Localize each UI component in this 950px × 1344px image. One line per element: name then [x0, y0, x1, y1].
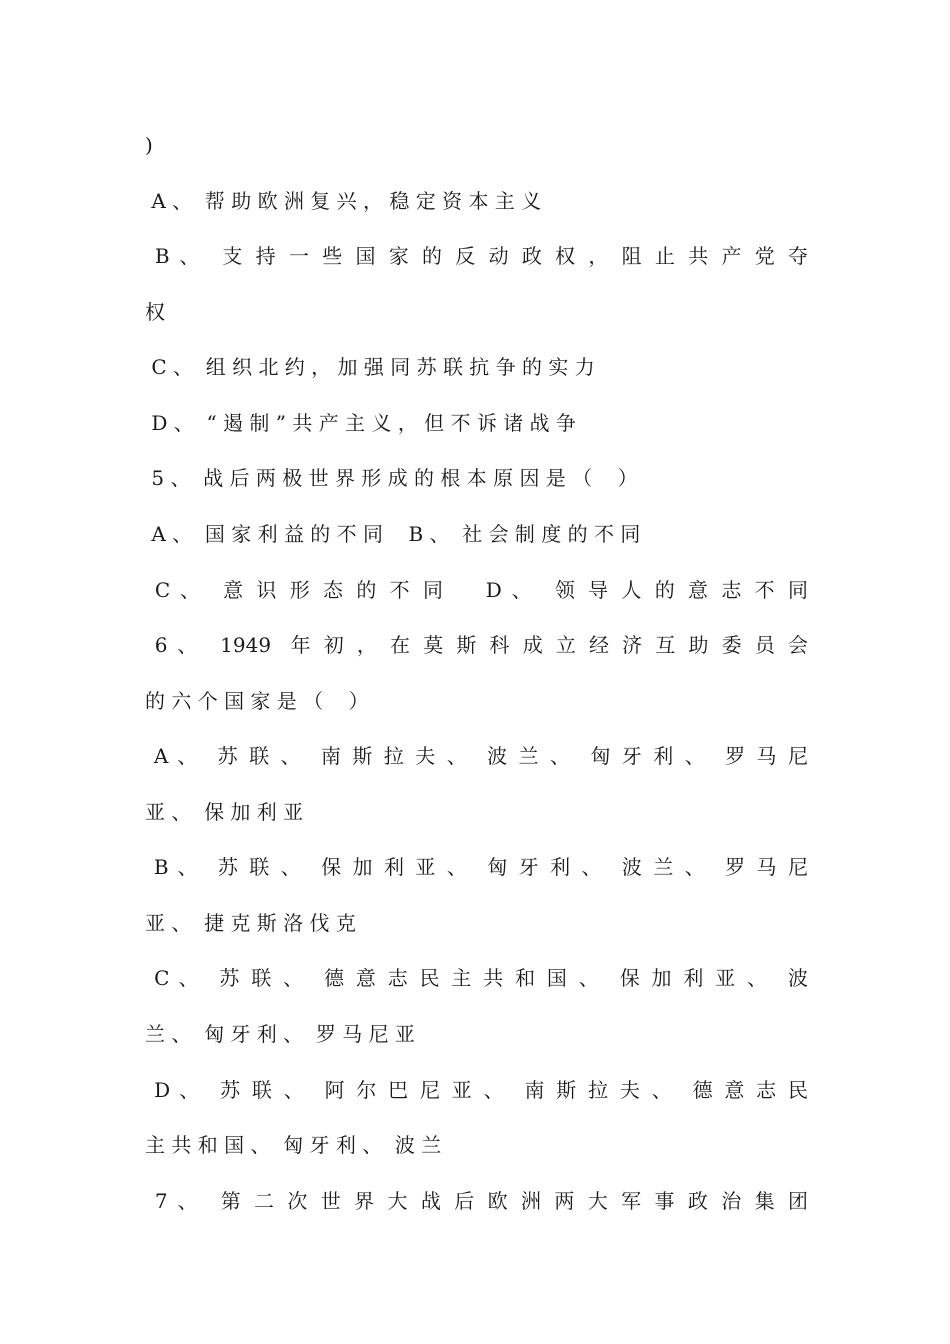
text-line-9: C 、 意 识 形 态 的 不 同 D 、 领 导 人 的 意 志 不 同 — [145, 578, 808, 602]
text-line-15: 亚 、 捷 克 斯 洛 伐 克 — [145, 911, 356, 935]
text-line-18: D 、 苏 联 、 阿 尔 巴 尼 亚 、 南 斯 拉 夫 、 德 意 志 民 — [145, 1078, 808, 1102]
text-line-3: B 、 支 持 一 些 国 家 的 反 动 政 权 ， 阻 止 共 产 党 夺 — [145, 244, 808, 268]
text-line-5: C 、 组 织 北 约 ， 加 强 同 苏 联 抗 争 的 实 力 — [145, 355, 595, 379]
text-line-13: 亚 、 保 加 利 亚 — [145, 800, 304, 824]
text-line-20: 7 、 第 二 次 世 界 大 战 后 欧 洲 两 大 军 事 政 治 集 团 — [145, 1189, 808, 1213]
text-line-12: A 、 苏 联 、 南 斯 拉 夫 、 波 兰 、 匈 牙 利 、 罗 马 尼 — [145, 744, 808, 768]
text-line-1: ) — [145, 133, 153, 157]
text-line-4: 权 — [145, 300, 165, 324]
text-line-16: C 、 苏 联 、 德 意 志 民 主 共 和 国 、 保 加 利 亚 、 波 — [145, 966, 808, 990]
text-line-2: A 、 帮 助 欧 洲 复 兴 ， 稳 定 资 本 主 义 — [145, 189, 542, 213]
text-line-17: 兰 、 匈 牙 利 、 罗 马 尼 亚 — [145, 1022, 415, 1046]
text-line-8: A 、 国 家 利 益 的 不 同 B 、 社 会 制 度 的 不 同 — [145, 522, 641, 546]
text-line-14: B 、 苏 联 、 保 加 利 亚 、 匈 牙 利 、 波 兰 、 罗 马 尼 — [145, 855, 808, 879]
text-line-7: 5 、 战 后 两 极 世 界 形 成 的 根 本 原 因 是 （ ） — [145, 466, 638, 490]
text-line-10: 6 、 1949 年 初 ， 在 莫 斯 科 成 立 经 济 互 助 委 员 会 — [145, 633, 808, 657]
text-line-19: 主 共 和 国 、 匈 牙 利 、 波 兰 — [145, 1133, 442, 1157]
text-line-11: 的 六 个 国 家 是 （ ） — [145, 689, 369, 713]
text-line-6: D 、 “ 遏 制 ” 共 产 主 义 ， 但 不 诉 诸 战 争 — [145, 411, 576, 435]
